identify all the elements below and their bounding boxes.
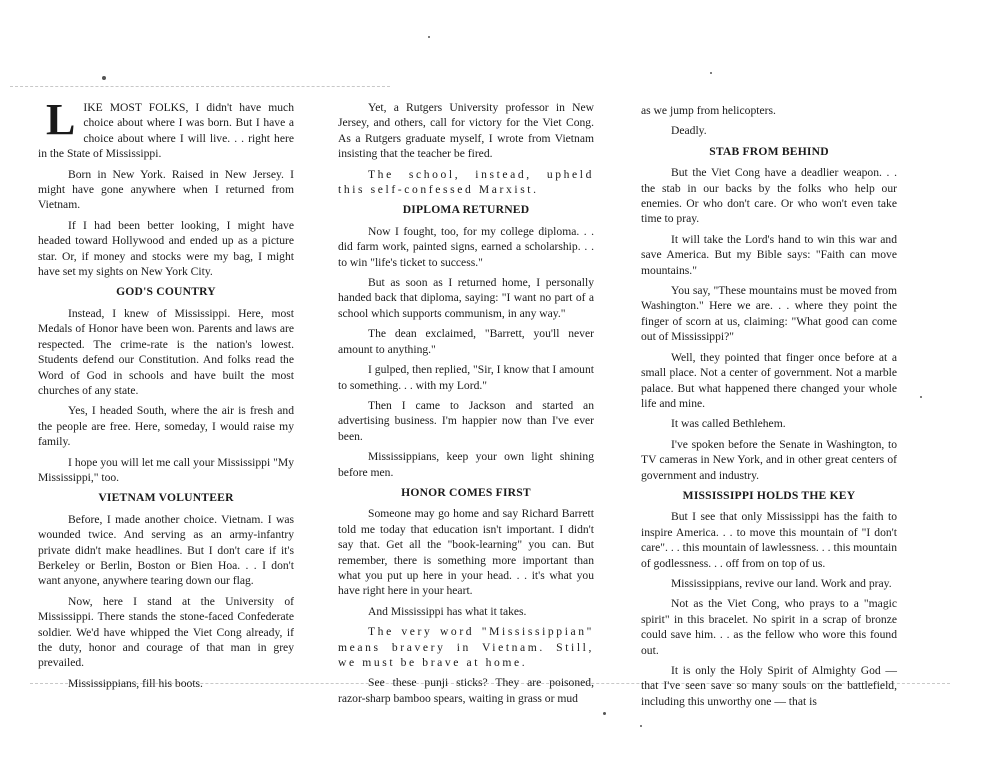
section-heading: MISSISSIPPI HOLDS THE KEY	[682, 488, 856, 502]
paragraph: You say, "These mountains must be moved from Washington." Here we are. . . where they point the finger of scorn at us, claiming: "What good can come out of Mississippi?"	[641, 284, 897, 344]
paragraph: LIKE MOST FOLKS, I didn't have much choice about where I was born. But I have a choice about where I will live. . . right here in the State of Mississippi.	[38, 95, 294, 161]
scan-speck	[102, 76, 106, 80]
paragraph: Well, they pointed that finger once before at a small place. Not a center of government. Not a marble palace. But what happened there changed your whole life and mine.	[641, 350, 897, 410]
column-2	[338, 100, 594, 711]
scan-speck	[710, 72, 712, 74]
section-heading: VIETNAM VOLUNTEER	[98, 491, 234, 505]
paragraph: Yes, I headed South, where the air is fresh and the people are free. Here, someday, I would raise my family.	[38, 404, 294, 449]
paragraph: It will take the Lord's hand to win this war and save America. But my Bible says: "Faith can move mountains."	[641, 232, 897, 277]
section-heading: GOD'S COUNTRY	[116, 285, 216, 299]
paragraph: Mississippians, fill his boots.	[68, 676, 203, 690]
paragraph: Deadly.	[671, 124, 707, 138]
section-heading: STAB FROM BEHIND	[709, 144, 829, 158]
section-heading: HONOR COMES FIRST	[401, 485, 531, 499]
paragraph: I've spoken before the Senate in Washington, to TV cameras in New York, and in other great centers of government and industry.	[641, 437, 897, 482]
paragraph: It was called Bethlehem.	[671, 417, 786, 431]
paragraph: Mississippians, keep your own light shining before men.	[338, 450, 594, 479]
section-heading: DIPLOMA RETURNED	[402, 203, 530, 217]
paragraph: Mississippians, revive our land. Work and pray.	[671, 576, 892, 590]
paragraph: But the Viet Cong have a deadlier weapon. . . the stab in our backs by the folks who help our enemies. Or who don't care. Or who won't even take time to pray.	[641, 166, 897, 226]
paragraph: Yet, a Rutgers University professor in New Jersey, and others, call for victory for the Viet Cong. As a Rutgers graduate myself, I wrote from Vietnam insisting that the teacher be fired.	[338, 101, 594, 161]
paragraph: See these punji sticks? They are poisoned, razor-sharp bamboo spears, waiting in grass or mud	[338, 676, 594, 705]
drop-cap: L	[46, 95, 76, 144]
paragraph: Then I came to Jackson and started an advertising business. I'm happier now than I've ever been.	[338, 398, 594, 443]
paragraph: I hope you will let me call your Mississippi "My Mississippi," too.	[38, 455, 294, 484]
scan-speck	[640, 725, 642, 727]
paragraph: The dean exclaimed, "Barrett, you'll never amount to anything."	[338, 327, 594, 356]
paragraph: The very word "Mississippian" means bravery in Vietnam. Still, we must be brave at home.	[338, 625, 594, 669]
paragraph: Someone may go home and say Richard Barrett told me today that education isn't important. I didn't say that. Get all the "book-learning" you can. But remember, there is something more important than what you put up here in your head. . . it's what you have right here in your heart.	[338, 507, 594, 598]
paragraph: The school, instead, upheld this self-confessed Marxist.	[338, 167, 594, 197]
paragraph: Born in New York. Raised in New Jersey. I might have gone anywhere when I returned from Vietnam.	[38, 167, 294, 212]
paragraph: Instead, I knew of Mississippi. Here, most Medals of Honor have been won. Parents and laws are respected. The crime-rate is the nation's lowest. Students defend our Constitution. And folks read the Word of God in schools and have built the most churches of any state.	[38, 306, 294, 397]
column-3	[641, 103, 897, 714]
paragraph: But as soon as I returned home, I personally handed back that diploma, saying: "I want no part of a school which supports communism, in any way."	[338, 276, 594, 320]
paragraph: It is only the Holy Spirit of Almighty God — that I've seen save so many souls on the battlefield, including this unworthy one — that is	[641, 664, 897, 708]
scan-speck	[428, 36, 430, 38]
paragraph: Now, here I stand at the University of Mississippi. There stands the stone-faced Confederate soldier. We'd have whipped the Viet Cong already, if the duty, honor and courage of that man in grey prevailed.	[38, 594, 294, 670]
scan-speck	[603, 712, 606, 715]
paragraph: Not as the Viet Cong, who prays to a "magic spirit" in this bracelet. No spirit in a scrap of bronze could save him. . . as the fellow who wore this found out.	[641, 597, 897, 657]
paragraph: If I had been better looking, I might have headed toward Hollywood and ended up as a picture star. Or, if money and stocks were my bag, I might have set my sights on New York City.	[38, 218, 294, 279]
paragraph: as we jump from helicopters.	[641, 104, 776, 117]
scan-dash-top	[10, 86, 390, 87]
paragraph: And Mississippi has what it takes.	[368, 604, 527, 618]
scan-speck	[920, 396, 922, 398]
column-1	[38, 95, 294, 696]
paragraph: I gulped, then replied, "Sir, I know that I amount to something. . . with my Lord."	[338, 363, 594, 392]
paragraph: Now I fought, too, for my college diploma. . . did farm work, painted signs, earned a scholarship. . . to win "life's ticket to success."	[338, 224, 594, 269]
paragraph: But I see that only Mississippi has the faith to inspire America. . . to move this mountain of "I don't care". . . this mountain of lawlessness. . . this mountain of godlessness. . . off from on top of us.	[641, 510, 897, 570]
paragraph: Before, I made another choice. Vietnam. I was wounded twice. And serving as an army-infantry private didn't make headlines. But I don't care if it's Berkeley or Berlin, Boston or Bien Hoa. . . I don't want anyone, anywhere tearing down our flag.	[38, 512, 294, 588]
